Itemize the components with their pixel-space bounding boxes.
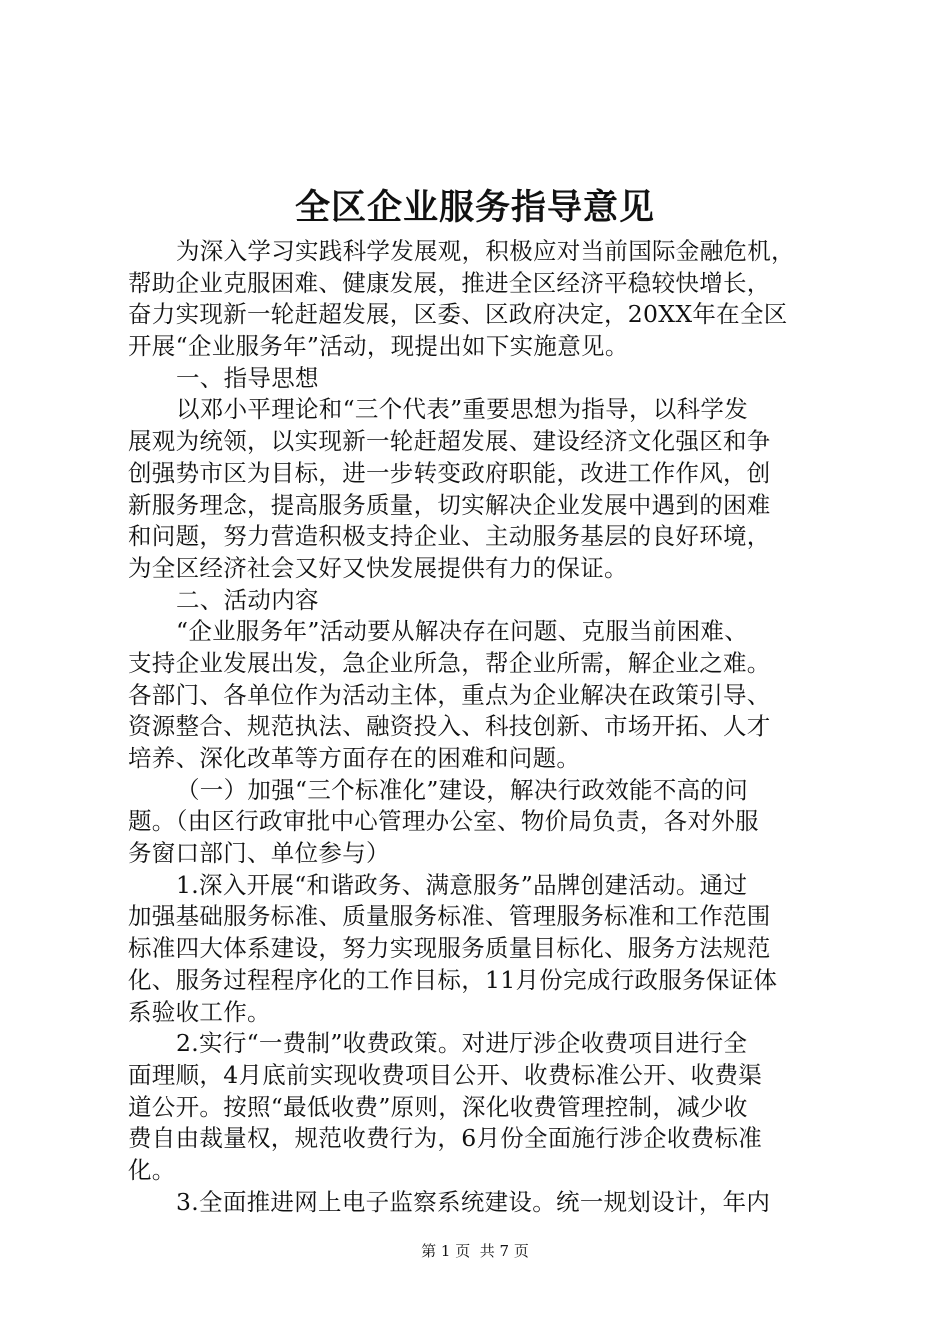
text-line: 创强势市区为目标，进一步转变政府职能，改进工作作风，创 [128, 458, 771, 487]
section-heading: 二、活动内容 [176, 585, 319, 614]
text-line: 面理顺，4月底前实现收费项目公开、收费标准公开、收费渠 [128, 1060, 763, 1089]
page-number-footer: 第 1 页 共 7 页 [421, 1242, 529, 1260]
text-line: 展观为统领，以实现新一轮赶超发展、建设经济文化强区和争 [128, 427, 771, 456]
document-body [128, 236, 838, 1218]
text-line: 新服务理念，提高服务质量，切实解决企业发展中遇到的困难 [128, 490, 771, 519]
text-line: 务窗口部门、单位参与） [128, 839, 390, 868]
text-line: 化、服务过程程序化的工作目标，11月份完成行政服务保证体 [128, 965, 778, 994]
text-line: 为深入学习实践科学发展观，积极应对当前国际金融危机， [176, 237, 795, 265]
text-line: 系验收工作。 [128, 997, 271, 1026]
text-line: 3.全面推进网上电子监察系统建设。统一规划设计，年内 [176, 1187, 771, 1216]
text-line: 支持企业发展出发，急企业所急，帮企业所需，解企业之难。 [128, 648, 771, 677]
text-line: 奋力实现新一轮赶超发展，区委、区政府决定，20XX年在全区 [128, 300, 788, 329]
text-line: 以邓小平理论和“三个代表”重要思想为指导，以科学发 [176, 395, 749, 424]
text-line: 和问题，努力营造积极支持企业、主动服务基层的良好环境， [128, 522, 771, 551]
text-line: 资源整合、规范执法、融资投入、科技创新、市场开拓、人才 [128, 712, 771, 741]
text-line: 1.深入开展“和谐政务、满意服务”品牌创建活动。通过 [176, 870, 748, 899]
text-line: 各部门、各单位作为活动主体，重点为企业解决在政策引导、 [128, 680, 771, 709]
subsection-heading: （一）加强“三个标准化”建设，解决行政效能不高的问 [176, 775, 749, 804]
text-line: 题。（由区行政审批中心管理办公室、物价局负责，各对外服 [128, 807, 759, 836]
text-line: 道公开。按照“最低收费”原则，深化收费管理控制，减少收 [128, 1092, 748, 1121]
text-line: 培养、深化改革等方面存在的困难和问题。 [128, 744, 581, 772]
text-line: 帮助企业克服困难、健康发展，推进全区经济平稳较快增长， [128, 268, 771, 297]
text-line: 标准四大体系建设，努力实现服务质量目标化、服务方法规范 [128, 934, 771, 963]
section-heading: 一、指导思想 [176, 363, 319, 392]
text-line: “企业服务年”活动要从解决存在问题、克服当前困难、 [176, 617, 749, 646]
text-line: 费自由裁量权，规范收费行为，6月份全面施行涉企收费标准 [128, 1124, 763, 1153]
text-line: 化。 [128, 1155, 176, 1184]
text-line: 加强基础服务标准、质量服务标准、管理服务标准和工作范围 [128, 902, 771, 931]
text-line: 2.实行“一费制”收费政策。对进厅涉企收费项目进行全 [176, 1029, 748, 1058]
page-title: 全区企业服务指导意见 [294, 187, 655, 228]
text-line: 为全区经济社会又好又快发展提供有力的保证。 [128, 553, 628, 582]
text-line: 开展“企业服务年”活动，现提出如下实施意见。 [128, 332, 629, 361]
